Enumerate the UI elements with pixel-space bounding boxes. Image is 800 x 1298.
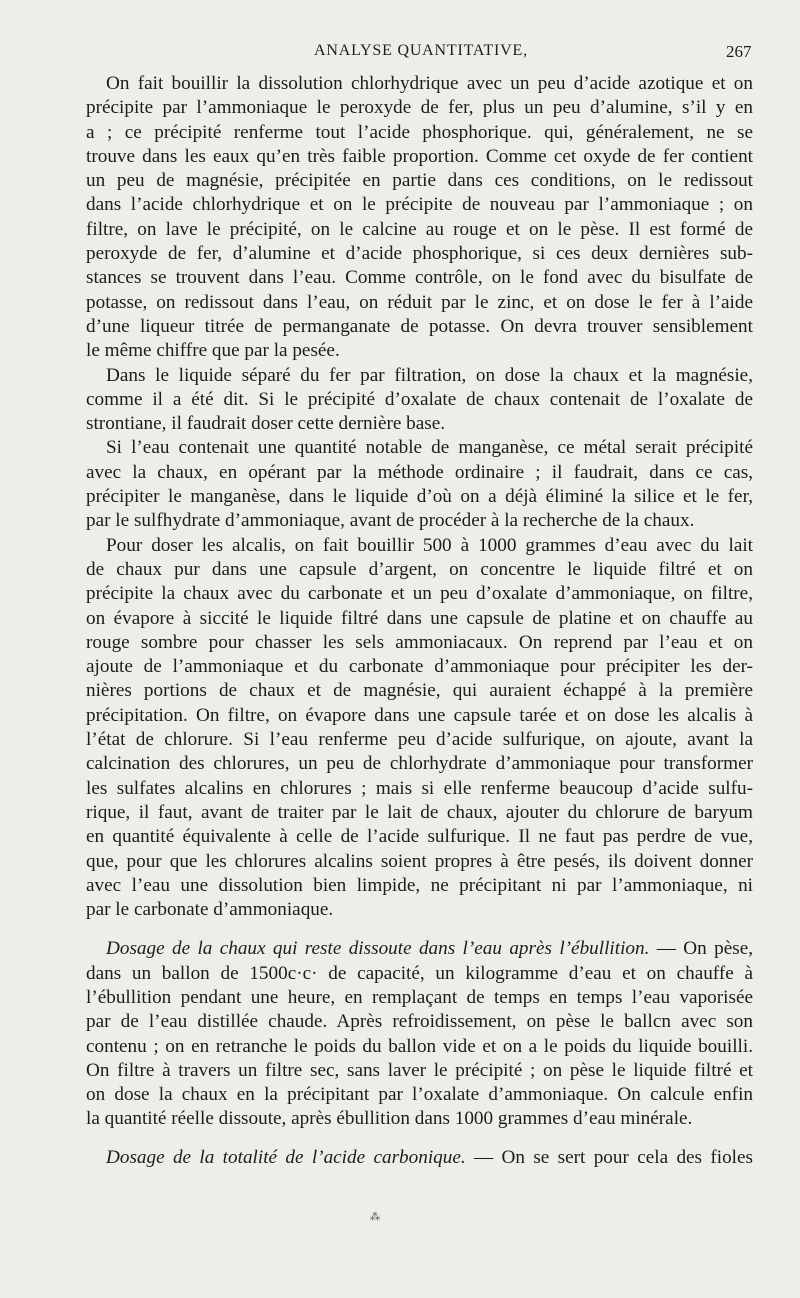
text-line: un peu de magnésie, précipitée en partie dans ces conditions, on le redissout xyxy=(86,170,753,192)
section-dosage-acide xyxy=(86,1146,753,1170)
section-heading: Dosage de la chaux qui reste dissoute dans l’eau après l’ébullition. xyxy=(106,938,650,960)
text-line: a ; ce précipité renferme tout l’acide phosphorique. qui, généralement, ne se xyxy=(86,121,753,143)
paragraph-lime-magnesia xyxy=(86,364,753,437)
text-line: l’état de chlorure. Si l’eau renferme peu d’acide sulfurique, on ajoute, avant la xyxy=(86,729,753,751)
printer-mark-ornament: ⁂ xyxy=(370,1212,380,1223)
text-line: avec l’eau une dissolution bien limpide, ne précipitant ni par l’ammoniaque, ni xyxy=(86,874,753,896)
text-line: contenu ; on en retranche le poids du ballon vide et on a le poids du liquide bouilli. xyxy=(86,1035,753,1057)
text-line: filtre, on lave le précipité, on le calcine au rouge et on le pèse. Il est formé de xyxy=(86,218,753,240)
text-line: strontiane, il faudrait doser cette dernière base. xyxy=(86,413,446,435)
text-line: ajoute de l’ammoniaque et du carbonate d’ammoniaque pour précipiter les der- xyxy=(86,656,753,678)
text-line: rique, il faut, avant de traiter par le lait de chaux, ajouter du chlorure de baryum xyxy=(86,801,753,823)
text-line: Pour doser les alcalis, on fait bouillir 500 à 1000 grammes d’eau avec du lait xyxy=(106,534,753,556)
section-heading-line xyxy=(86,1146,753,1170)
text-line: la quantité réelle dissoute, après ébullition dans 1000 grammes d’eau minérale. xyxy=(86,1108,693,1130)
body-text xyxy=(86,72,753,1170)
text-line: les sulfates alcalins en chlorures ; mais si elle renferme beaucoup d’acide sulfu- xyxy=(86,777,753,799)
text-line: potasse, on redissout dans l’eau, on réduit par le zinc, et on dose le fer à l’aide xyxy=(86,291,753,313)
text-line: nières portions de chaux et de magnésie, qui auraient échappé à la première xyxy=(86,680,753,702)
paragraph-manganese xyxy=(86,436,753,533)
section-heading-line xyxy=(86,937,753,961)
text-line: comme il a été dit. Si le précipité d’oxalate de chaux contenait de l’oxalate de xyxy=(86,388,753,410)
text-line: rouge sombre pour chasser les sels ammoniacaux. On reprend par l’eau et on xyxy=(86,631,753,653)
text-line: avec la chaux, en opérant par la méthode ordinaire ; il faudrait, dans ce cas, xyxy=(86,461,753,483)
text-line: de chaux pur dans une capsule d’argent, on concentre le liquide filtré et on xyxy=(86,558,753,580)
text-line: en quantité équivalente à celle de l’acide sulfurique. Il ne faut pas perdre de vue, xyxy=(86,826,753,848)
page-header xyxy=(0,42,800,66)
text-line: d’une liqueur titrée de permanganate de potasse. On devra trouver sensiblement xyxy=(86,315,753,337)
text-line: trouve dans les eaux qu’en très faible proportion. Comme cet oxyde de fer contient xyxy=(86,145,753,167)
running-title: ANALYSE QUANTITATIVE, xyxy=(314,42,528,59)
section-dosage-chaux xyxy=(86,937,753,1131)
text-line: précipitation. On filtre, on évapore dans une capsule tarée et on dose les alcalis à xyxy=(86,704,753,726)
text-line: calcination des chlorures, un peu de chlorhydrate d’ammoniaque pour transformer xyxy=(86,753,753,775)
text-line: par le carbonate d’ammoniaque. xyxy=(86,899,334,921)
text-line: l’ébullition pendant une heure, en remplaçant de temps en temps l’eau vaporisée xyxy=(86,986,753,1008)
text-line: On fait bouillir la dissolution chlorhydrique avec un peu d’acide azotique et on xyxy=(106,73,753,94)
heading-continuation: — On se sert pour cela des fioles xyxy=(465,1146,753,1168)
text-line: peroxyde de fer, d’alumine et d’acide phosphorique, si ces deux dernières sub- xyxy=(86,243,753,265)
text-line: dans l’acide chlorhydrique et on le précipite de nouveau par l’ammoniaque ; on xyxy=(86,194,753,216)
section-heading: Dosage de la totalité de l’acide carbonique. xyxy=(106,1146,466,1168)
text-line: précipiter le manganèse, dans le liquide d’où on a déjà éliminé la silice et le fer, xyxy=(86,486,753,508)
heading-continuation: — On pèse, xyxy=(649,938,754,960)
text-line: dans un ballon de 1500c·c· de capacité, un kilogramme d’eau et on chauffe à xyxy=(86,962,753,984)
text-line: que, pour que les chlorures alcalins soient propres à être pesés, ils doivent donner xyxy=(86,850,753,872)
text-line: précipite la chaux avec du carbonate et un peu d’oxalate d’ammoniaque, on filtre, xyxy=(86,583,753,605)
text-line: précipite par l’ammoniaque le peroxyde de fer, plus un peu d’alumine, s’il y en xyxy=(86,97,753,119)
paragraph-alkalis xyxy=(86,534,753,923)
text-line: le même chiffre que par la pesée. xyxy=(86,340,340,362)
text-line: stances se trouvent dans l’eau. Comme contrôle, on le fond avec du bisulfate de xyxy=(86,267,753,289)
page-number: 267 xyxy=(726,42,752,61)
text-line: Dans le liquide séparé du fer par filtration, on dose la chaux et la magnésie, xyxy=(106,364,753,386)
text-line: on évapore à siccité le liquide filtré dans une capsule de platine et on chauffe au xyxy=(86,607,753,629)
section-spacer xyxy=(86,922,753,937)
text-line: Si l’eau contenait une quantité notable de manganèse, ce métal serait précipité xyxy=(106,437,753,459)
text-line: on dose la chaux en la précipitant par l’oxalate d’ammoniaque. On calcule enfin xyxy=(86,1084,753,1106)
text-line: par de l’eau distillée chaude. Après refroidissement, on pèse le ballcn avec son xyxy=(86,1011,753,1033)
section-spacer xyxy=(86,1132,753,1146)
text-line: On filtre à travers un filtre sec, sans laver le précipité ; on pèse le liquide filtré et xyxy=(86,1059,753,1081)
text-line: par le sulfhydrate d’ammoniaque, avant de procéder à la recherche de la chaux. xyxy=(86,510,695,532)
paragraph-iron-precipitation xyxy=(86,72,753,364)
